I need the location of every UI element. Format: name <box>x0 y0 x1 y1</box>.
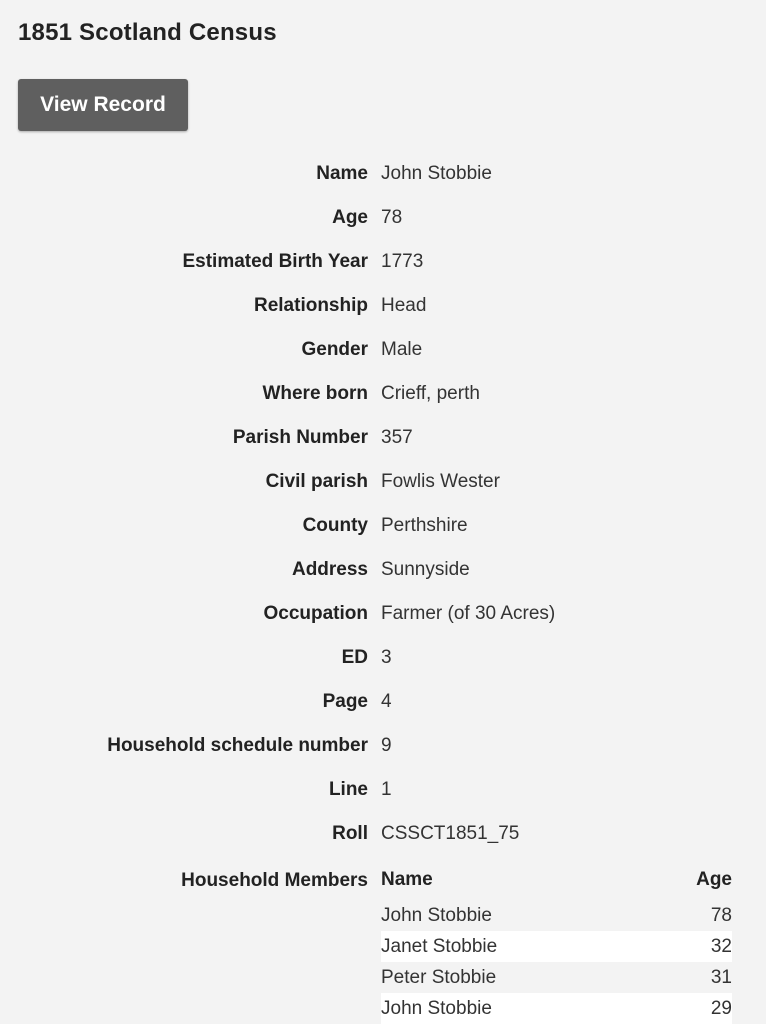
page-title: 1851 Scotland Census <box>18 19 277 46</box>
household-members-label: Household Members <box>181 870 368 891</box>
field-label: Name <box>316 163 368 184</box>
field-label: Estimated Birth Year <box>182 251 368 272</box>
field-value: 357 <box>381 427 413 448</box>
field-row-name <box>0 152 766 196</box>
field-value: Head <box>381 295 427 316</box>
table-row <box>381 931 732 962</box>
member-name: Peter Stobbie <box>381 966 497 988</box>
field-row-birth-year <box>0 240 766 284</box>
field-value: Farmer (of 30 Acres) <box>381 603 556 624</box>
field-label: Age <box>332 207 368 228</box>
table-row <box>381 993 732 1024</box>
field-row-county <box>0 504 766 548</box>
field-row-line <box>0 768 766 812</box>
field-row-gender <box>0 328 766 372</box>
field-row-parish-number <box>0 416 766 460</box>
field-value: 9 <box>381 735 392 756</box>
column-header-name: Name <box>381 869 433 890</box>
field-label: Gender <box>301 339 368 360</box>
member-age: 29 <box>649 993 732 1024</box>
member-age: 31 <box>710 966 732 988</box>
member-age: 78 <box>710 904 732 926</box>
table-row <box>381 962 732 993</box>
field-value: CSSCT1851_75 <box>381 823 520 844</box>
field-value: 1 <box>381 779 392 800</box>
member-name: Janet Stobbie <box>381 931 649 962</box>
field-label: Parish Number <box>232 427 368 448</box>
field-row-page <box>0 680 766 724</box>
field-row-address <box>0 548 766 592</box>
view-record-button[interactable]: View Record <box>18 79 188 131</box>
field-row-age <box>0 196 766 240</box>
field-label: Roll <box>332 823 368 844</box>
field-row-household-schedule-number <box>0 724 766 768</box>
field-value: Fowlis Wester <box>381 471 500 492</box>
field-label: Civil parish <box>265 471 368 492</box>
field-row-roll <box>0 812 766 856</box>
field-value: 1773 <box>381 251 424 272</box>
member-name: John Stobbie <box>381 904 492 926</box>
field-row-ed <box>0 636 766 680</box>
table-row <box>381 900 732 931</box>
field-label: Household schedule number <box>107 735 368 756</box>
field-value: Sunnyside <box>381 559 470 580</box>
field-value: Perthshire <box>381 515 468 536</box>
field-label: Relationship <box>253 295 368 316</box>
member-age: 32 <box>649 931 732 962</box>
member-name: John Stobbie <box>381 993 649 1024</box>
field-row-occupation <box>0 592 766 636</box>
field-label: Page <box>322 691 368 712</box>
field-row-civil-parish <box>0 460 766 504</box>
household-members-table <box>381 860 732 1024</box>
field-label: County <box>302 515 368 536</box>
column-header-age: Age <box>696 869 732 890</box>
field-row-relationship <box>0 284 766 328</box>
field-label: Line <box>328 779 368 800</box>
field-row-where-born <box>0 372 766 416</box>
field-label: Address <box>291 559 368 580</box>
household-members-section <box>0 860 766 1024</box>
field-label: ED <box>341 647 368 668</box>
field-label: Occupation <box>263 603 368 624</box>
record-fields <box>0 152 766 1024</box>
field-value: Crieff, perth <box>381 383 480 404</box>
field-value: 4 <box>381 691 392 712</box>
field-value: 78 <box>381 207 403 228</box>
field-value: 3 <box>381 647 392 668</box>
table-header-row <box>381 860 732 900</box>
field-value: Male <box>381 339 423 360</box>
field-value: John Stobbie <box>381 163 492 184</box>
field-label: Where born <box>262 383 368 404</box>
